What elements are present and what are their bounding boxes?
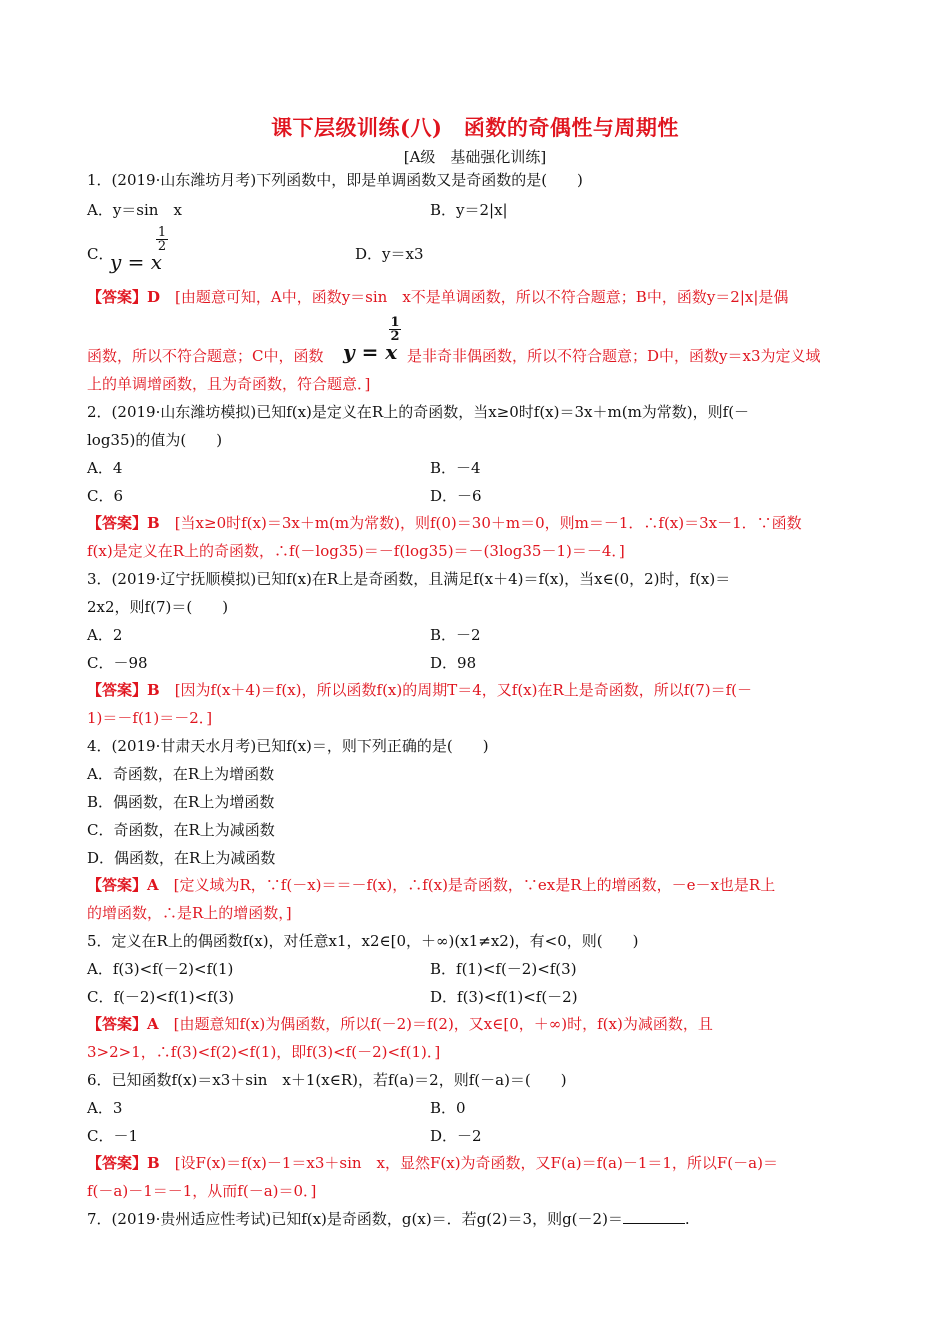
q2-answer-line1: 【答案】B [当x≥0时f(x)＝3x＋m(m为常数)，则f(0)＝30＋m＝0，则m＝－1．∴f(x)＝3x－1．∵函数	[87, 514, 802, 532]
q3-stem-line2: 2x2，则f(7)＝( )	[87, 598, 229, 616]
q4-answer-line1: 【答案】A [定义域为R，∵f(－x)＝＝－f(x)，∴f(x)是奇函数，∵ex是R上的增函数，－e－x也是R上	[87, 876, 776, 894]
q1-answer-exponent-den: 2	[390, 329, 400, 344]
q3-option-c: C．－98	[87, 654, 148, 672]
q1-option-c: C．	[87, 245, 114, 263]
q3-option-a: A．2	[87, 626, 123, 644]
q7-answer-blank	[623, 1209, 685, 1224]
q3-option-d: D．98	[430, 654, 477, 672]
q1-answer-formula	[343, 315, 400, 364]
q1-answer-exponent-num: 1	[390, 315, 400, 330]
q6-option-d: D．－2	[430, 1127, 482, 1145]
q3-stem-line1: 3．(2019·辽宁抚顺模拟)已知f(x)在R上是奇函数，且满足f(x＋4)＝f(x)，当x∈(0，2)时，f(x)＝	[87, 570, 731, 588]
q2-option-d: D．－6	[430, 487, 482, 505]
q1-answer-line1: 【答案】D [由题意可知，A中，函数y＝sin x不是单调函数，所以不符合题意；B中，函数y＝2|x|是偶	[87, 288, 789, 306]
q1-answer-line2-pre: 函数，所以不符合题意；C中，函数	[87, 347, 324, 365]
q4-option-b: B．偶函数，在R上为增函数	[87, 793, 275, 811]
q1-option-d: D．y＝x3	[355, 245, 424, 263]
q2-option-a: A．4	[87, 459, 123, 477]
q1-option-c-exponent-den: 2	[157, 239, 167, 254]
q2-stem-line2: log35)的值为( )	[87, 431, 223, 449]
q6-option-b: B．0	[430, 1099, 466, 1117]
q3-option-b: B．－2	[430, 626, 481, 644]
answer-tag: 【答案】B	[87, 514, 160, 532]
q1-answer-formula-base: y = x	[343, 340, 398, 364]
q6-answer-line2: f(－a)－1＝－1，从而f(－a)＝0．]	[87, 1182, 317, 1200]
q5-answer-line2: 3>2>1，∴f(3)<f(2)<f(1)，即f(3)<f(－2)<f(1)．]	[87, 1043, 441, 1061]
q4-option-d: D．偶函数，在R上为减函数	[87, 849, 276, 867]
answer-tag: 【答案】A	[87, 876, 159, 894]
q7-stem-text: 7．(2019·贵州适应性考试)已知f(x)是奇函数，g(x)＝．若g(2)＝3，则g(－2)＝	[87, 1210, 623, 1228]
q5-stem: 5．定义在R上的偶函数f(x)，对任意x1，x2∈[0，＋∞)(x1≠x2)，有<0，则( )	[87, 932, 639, 950]
q1-option-c-exponent-num: 1	[157, 225, 167, 240]
q1-answer-line2-post: 是非奇非偶函数，所以不符合题意；D中，函数y＝x3为定义域	[407, 347, 821, 365]
q2-stem-line1: 2．(2019·山东潍坊模拟)已知f(x)是定义在R上的奇函数，当x≥0时f(x)＝3x＋m(m为常数)，则f(－	[87, 403, 750, 421]
q1-option-c-formula-base: y = x	[110, 250, 163, 274]
q4-stem: 4．(2019·甘肃天水月考)已知f(x)＝，则下列正确的是( )	[87, 737, 489, 755]
answer-tag: 【答案】B	[87, 1154, 160, 1172]
q1-answer-line3: 上的单调增函数，且为奇函数，符合题意．]	[87, 375, 371, 393]
answer-tag: 【答案】B	[87, 681, 160, 699]
q7-stem	[87, 1209, 867, 1229]
q4-answer-line2: 的增函数，∴是R上的增函数，]	[87, 904, 292, 922]
q6-option-a: A．3	[87, 1099, 123, 1117]
q1-option-c-formula	[110, 225, 167, 274]
q5-answer-line1: 【答案】A [由题意知f(x)为偶函数，所以f(－2)＝f(2)，又x∈[0，＋∞)时，f(x)为减函数，且	[87, 1015, 713, 1033]
q1-option-a: A．y＝sin x	[87, 201, 182, 219]
q5-option-b: B．f(1)<f(－2)<f(3)	[430, 960, 577, 978]
q6-option-c: C．－1	[87, 1127, 139, 1145]
q5-option-d: D．f(3)<f(1)<f(－2)	[430, 988, 578, 1006]
q3-answer-line1: 【答案】B [因为f(x＋4)＝f(x)，所以函数f(x)的周期T＝4，又f(x)在R上是奇函数，所以f(7)＝f(－	[87, 681, 752, 699]
q6-stem: 6．已知函数f(x)＝x3＋sin x＋1(x∈R)，若f(a)＝2，则f(－a)＝( )	[87, 1071, 567, 1089]
q4-option-c: C．奇函数，在R上为减函数	[87, 821, 275, 839]
q3-answer-line2: 1)＝－f(1)＝－2．]	[87, 709, 213, 727]
q7-stem-end: .	[684, 1210, 690, 1228]
answer-tag: 【答案】A	[87, 1015, 159, 1033]
page-title: 课下层级训练(八) 函数的奇偶性与周期性	[271, 115, 679, 140]
q2-option-c: C．6	[87, 487, 124, 505]
q2-answer-line2: f(x)是定义在R上的奇函数，∴f(－log35)＝－f(log35)＝－(3log35－1)＝－4．]	[87, 542, 625, 560]
section-subtitle: [A级 基础强化训练]	[403, 148, 547, 166]
answer-tag: 【答案】D	[87, 288, 161, 306]
q4-option-a: A．奇函数，在R上为增函数	[87, 765, 275, 783]
q6-answer-line1: 【答案】B [设F(x)＝f(x)－1＝x3＋sin x，显然F(x)为奇函数，又F(a)＝f(a)－1＝1，所以F(－a)＝	[87, 1154, 778, 1172]
q5-option-c: C．f(－2)<f(1)<f(3)	[87, 988, 235, 1006]
q5-option-a: A．f(3)<f(－2)<f(1)	[87, 960, 234, 978]
q2-option-b: B．－4	[430, 459, 481, 477]
q1-option-b: B．y＝2|x|	[430, 201, 508, 219]
q1-stem: 1．(2019·山东潍坊月考)下列函数中，即是单调函数又是奇函数的是( )	[87, 171, 583, 189]
